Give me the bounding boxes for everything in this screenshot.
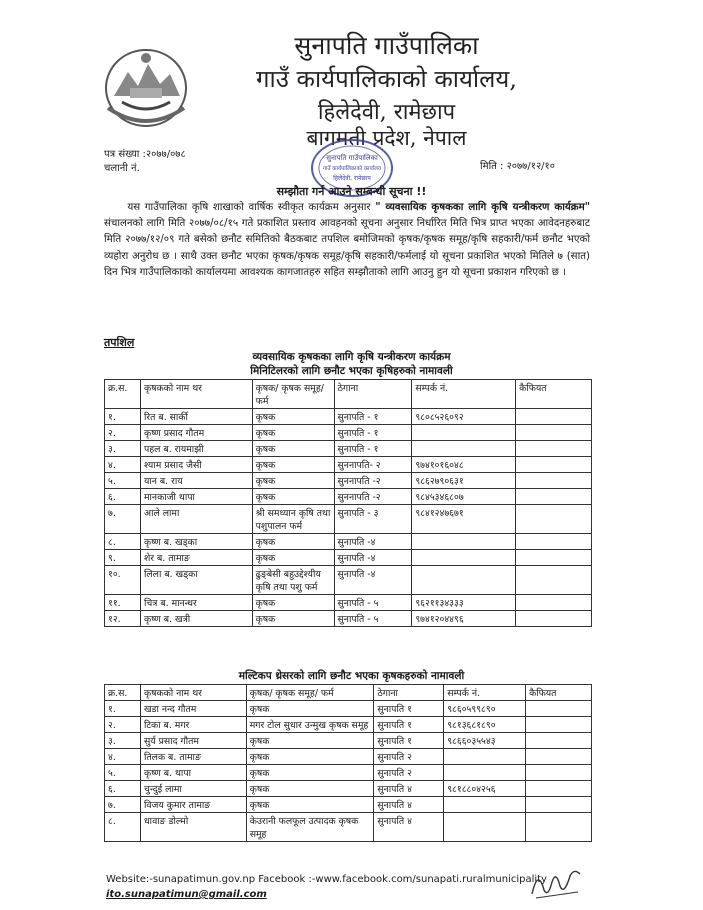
table-cell: श्याम प्रसाद जैसी <box>140 457 252 473</box>
table-cell <box>412 441 516 457</box>
table-row <box>105 505 592 534</box>
table-cell: कृषक <box>252 550 334 566</box>
table-cell: टिका ब. मगर <box>140 717 246 733</box>
table-cell <box>444 797 526 813</box>
column-header: कैफियत <box>526 685 592 701</box>
table-cell: आले लामा <box>140 505 252 534</box>
table-cell <box>526 749 592 765</box>
table-cell: १०. <box>105 566 141 595</box>
table-header-row <box>105 685 592 701</box>
dispatch-number: चलानी नं. <box>104 163 140 174</box>
table-row <box>105 409 592 425</box>
table-cell: ४. <box>105 749 141 765</box>
table-cell: २. <box>105 717 141 733</box>
table-row <box>105 566 592 595</box>
table-cell: तिलक ब. तामाङ <box>140 749 246 765</box>
table-row <box>105 489 592 505</box>
table-cell: पहल ब. रायमाझी <box>140 441 252 457</box>
table-cell: ९८६२७९०६३१ <box>412 473 516 489</box>
table-cell: कृष्ण ब. थापा <box>140 765 246 781</box>
table-cell <box>516 441 592 457</box>
table-cell: चित्र ब. मानन्धर <box>140 595 252 611</box>
table-cell <box>412 550 516 566</box>
table-cell: १. <box>105 701 141 717</box>
office-name: गाउँ कार्यपालिकाको कार्यालय, <box>256 65 517 93</box>
table-cell <box>412 534 516 550</box>
table-row <box>105 717 592 733</box>
table-cell: ९८६६०३५५४३ <box>444 733 526 749</box>
table-cell <box>526 813 592 842</box>
column-header: कृषकको नाम थर <box>140 380 252 409</box>
table-cell <box>516 550 592 566</box>
table-cell: सुर्य प्रसाद गौतम <box>140 733 246 749</box>
table-row <box>105 457 592 473</box>
province-country: बागमती प्रदेश, नेपाल <box>306 126 467 150</box>
table-cell: कृष्ण प्रसाद गौतम <box>140 425 252 441</box>
table-cell: ढुङ्बेसी बहुउद्देश्यीय कृषि तथा पशु फर्म <box>252 566 334 595</box>
table-cell: ३. <box>105 733 141 749</box>
table-cell: कृषक <box>252 534 334 550</box>
table-cell: सुनापति - १ <box>334 441 412 457</box>
notice-text-part2: संचालनको लागि मिति २०७७/०८/१५ गते प्रकाशित प्रस्ताव आवहनको सूचना अनुसार निर्धारित मिति भित्र प्राप्त भएका आवेदनहरुबाट मिति २०७७/१२/०९ गते बसेको छनौट समितिको बैठकबाट तपशिल बमोजिमको कृषक/कृषक समूह/कृषि सहकारी/फर्म छनौट भएको व्यहोरा अनुरोध छ । साथै उक्त छनौट भएका कृषक/कृषक समूह/कृषि सहकारी/फर्मलाई यो सूचना प्रकाशित भएको मितिले ७ (सात) दिन भित्र गाउँपालिकाको कार्यालयमा आवश्यक कागजातहरु सहित सम्झौताको लागि आउनु हुन यो सूचना प्रकाशन गरिएको छ । <box>104 218 590 278</box>
table-cell: सुननापति- २ <box>334 457 412 473</box>
table-cell: ९. <box>105 550 141 566</box>
table1-caption-2: मिनिटिलरको लागि छनौट भएका कृषिहरुको नामावली <box>250 365 453 377</box>
column-header: क्र.स. <box>105 685 141 701</box>
table-cell: कृषक <box>252 473 334 489</box>
table-cell <box>412 425 516 441</box>
letter-date: मिति : २०७७/१२/१० <box>480 161 555 172</box>
table-cell: कृषक <box>252 489 334 505</box>
table-cell <box>526 765 592 781</box>
notice-title: सम्झौता गर्न आउने सम्बन्धी सूचना !! <box>276 185 427 198</box>
table-row <box>105 441 592 457</box>
table-row <box>105 813 592 842</box>
table-cell: ८. <box>105 534 141 550</box>
column-header: क्र.स. <box>105 380 141 409</box>
table-cell <box>516 534 592 550</box>
table-cell: सुनापति -४ <box>334 550 412 566</box>
table-cell <box>526 733 592 749</box>
table-row <box>105 749 592 765</box>
table-cell: सुननापति -२ <box>334 473 412 489</box>
table-cell: सुनापति - १ <box>334 425 412 441</box>
table-cell <box>444 765 526 781</box>
table-cell: कृष्ण ब. खत्री <box>140 611 252 627</box>
table-cell <box>444 749 526 765</box>
table-cell: ७. <box>105 505 141 534</box>
footer-email: ito.sunapatimun@gmail.com <box>106 889 267 900</box>
table-cell: चुन्दुई लामा <box>140 781 246 797</box>
table-cell: कृषक <box>252 457 334 473</box>
table-cell: श्री समध्यान कृषि तथा पशुपालन फर्म <box>252 505 334 534</box>
table-cell <box>526 781 592 797</box>
table-cell: ३. <box>105 441 141 457</box>
table-cell: कृषक <box>246 765 374 781</box>
office-location: हिलेदेवी, रामेछाप <box>317 100 456 125</box>
stamp-text-top: सुनापति गाउँपालिका <box>326 154 378 162</box>
table-cell: सुनापति १ <box>374 733 444 749</box>
org-name: सुनापति गाउँपालिका <box>294 31 479 60</box>
table-cell: सुननापति -२ <box>334 489 412 505</box>
table-cell: २. <box>105 425 141 441</box>
table-cell: धावाङ डोल्मो <box>140 813 246 842</box>
table-cell: कृषक <box>252 409 334 425</box>
table-cell: ९८६०५९९८९० <box>444 701 526 717</box>
column-header: ठेगाना <box>374 685 444 701</box>
table-cell: ८. <box>105 813 141 842</box>
table-cell: सुनापति ४ <box>374 813 444 842</box>
table-cell: ९८४५३४६८०७ <box>412 489 516 505</box>
table-cell: कृषक <box>252 441 334 457</box>
table-cell: रित ब. सार्की <box>140 409 252 425</box>
table-row <box>105 733 592 749</box>
table-cell: मानकाजी थापा <box>140 489 252 505</box>
table-cell: ९८१८८०४२५६ <box>444 781 526 797</box>
table-row <box>105 534 592 550</box>
table-cell: मगर टोल सुधार उन्मुख कृषक समूह <box>246 717 374 733</box>
table-cell: ९८१३६८१८९० <box>444 717 526 733</box>
table-cell: सुनापति १ <box>374 717 444 733</box>
column-header: सम्पर्क नं. <box>444 685 526 701</box>
table-cell: सुनापति - ५ <box>334 595 412 611</box>
details-heading: तपशिल <box>104 336 135 349</box>
table-row <box>105 765 592 781</box>
table1-caption-1: व्यवसायिक कृषकका लागि कृषि यन्त्रीकरण कार्यक्रम <box>252 351 451 363</box>
table-cell <box>516 489 592 505</box>
table-cell: सुनापति - ५ <box>334 611 412 627</box>
footer-links: Website:-sunapatimun.gov.np Facebook :-www.facebook.com/sunapati.ruralmunicipality <box>106 874 547 885</box>
column-header: कृषक/ कृषक समूह/ फर्म <box>252 380 334 409</box>
table-cell: यान ब. राय <box>140 473 252 489</box>
table-cell: कृष्ण ब. खड्का <box>140 534 252 550</box>
table-cell <box>516 425 592 441</box>
table-cell: ११. <box>105 595 141 611</box>
table-row <box>105 425 592 441</box>
table-header-row <box>105 380 592 409</box>
table-cell: सुनापति २ <box>374 749 444 765</box>
table-cell: कृषक <box>246 733 374 749</box>
table-cell: सुनापति - १ <box>334 409 412 425</box>
thresher-table <box>104 684 592 842</box>
table-cell: सुनापति ४ <box>374 781 444 797</box>
table-cell: कृषक <box>246 749 374 765</box>
table-cell: ९८४१२४७६७१ <box>412 505 516 534</box>
table-row <box>105 611 592 627</box>
table-cell <box>412 566 516 595</box>
table-cell: १२. <box>105 611 141 627</box>
column-header: सम्पर्क नं. <box>412 380 516 409</box>
stamp-text-mid: गाउँ कार्यपालिकाको कार्यालय <box>322 166 382 172</box>
letter-number: पत्र संख्या :२०७७/०७८ <box>104 149 186 160</box>
table-cell: १. <box>105 409 141 425</box>
table-cell: शेर ब. तामाङ <box>140 550 252 566</box>
table-cell: कृषक <box>252 425 334 441</box>
column-header: कृषकको नाम थर <box>140 685 246 701</box>
table-cell: केउरानी फलफूल उत्पादक कृषक समूह <box>246 813 374 842</box>
table-cell <box>526 701 592 717</box>
table-cell: ५. <box>105 765 141 781</box>
table-cell <box>516 505 592 534</box>
table-row <box>105 550 592 566</box>
table-cell: ७. <box>105 797 141 813</box>
minitiller-table <box>104 379 592 627</box>
table-cell: सुनापति २ <box>374 765 444 781</box>
table-cell: सुनापति - ३ <box>334 505 412 534</box>
table-cell: ६. <box>105 489 141 505</box>
notice-paragraph <box>104 200 590 281</box>
table-cell: सुनापति -४ <box>334 534 412 550</box>
table-cell: खडा नन्द गौतम <box>140 701 246 717</box>
program-name: " व्यवसायिक कृषकका लागि कृषि यन्त्रीकरण कार्यक्रम" <box>375 202 590 213</box>
table-cell <box>516 566 592 595</box>
table-cell: लिला ब. खड्का <box>140 566 252 595</box>
table-row <box>105 797 592 813</box>
table-cell <box>526 797 592 813</box>
column-header: ठेगाना <box>334 380 412 409</box>
table-cell <box>516 457 592 473</box>
signature-icon <box>528 862 586 902</box>
table-cell: सुनापति -४ <box>334 566 412 595</box>
table-row <box>105 595 592 611</box>
table-cell: विजय कुमार तामाङ <box>140 797 246 813</box>
column-header: कृषक/ कृषक समूह/ फर्म <box>246 685 374 701</box>
table-cell <box>516 595 592 611</box>
table-cell: ४. <box>105 457 141 473</box>
table-cell: सुनापति ४ <box>374 797 444 813</box>
table-cell <box>526 717 592 733</box>
table-cell: कृषक <box>246 781 374 797</box>
table-cell: कृषक <box>246 797 374 813</box>
table2-caption: मल्टिकप थ्रेसरको लागि छनौट भएका कृषकहरुको नामावली <box>238 670 465 682</box>
table-cell <box>516 611 592 627</box>
table-cell: कृषक <box>252 595 334 611</box>
table-cell: कृषक <box>246 701 374 717</box>
table-cell: सुनापति १ <box>374 701 444 717</box>
stamp-text-bottom: हिलेदेवी, रामेछाप <box>333 175 371 182</box>
table-row <box>105 701 592 717</box>
table-cell: कृषक <box>252 611 334 627</box>
table-cell: ९८०८५२६०९२ <box>412 409 516 425</box>
table-cell: ६. <box>105 781 141 797</box>
table-row <box>105 781 592 797</box>
table-row <box>105 473 592 489</box>
table-cell: ९७४१०१६०४८ <box>412 457 516 473</box>
notice-text-part1: यस गाउँपालिका कृषि शाखाको वार्षिक स्वीकृत कार्यक्रम अनुसार <box>127 202 371 213</box>
table-cell: ५. <box>105 473 141 489</box>
table-cell: ९६२११३४३३३ <box>412 595 516 611</box>
table-cell <box>516 473 592 489</box>
table-cell <box>444 813 526 842</box>
column-header: कैफियत <box>516 380 592 409</box>
table-cell <box>516 409 592 425</box>
table-cell: ९७४१२०४४९६ <box>412 611 516 627</box>
